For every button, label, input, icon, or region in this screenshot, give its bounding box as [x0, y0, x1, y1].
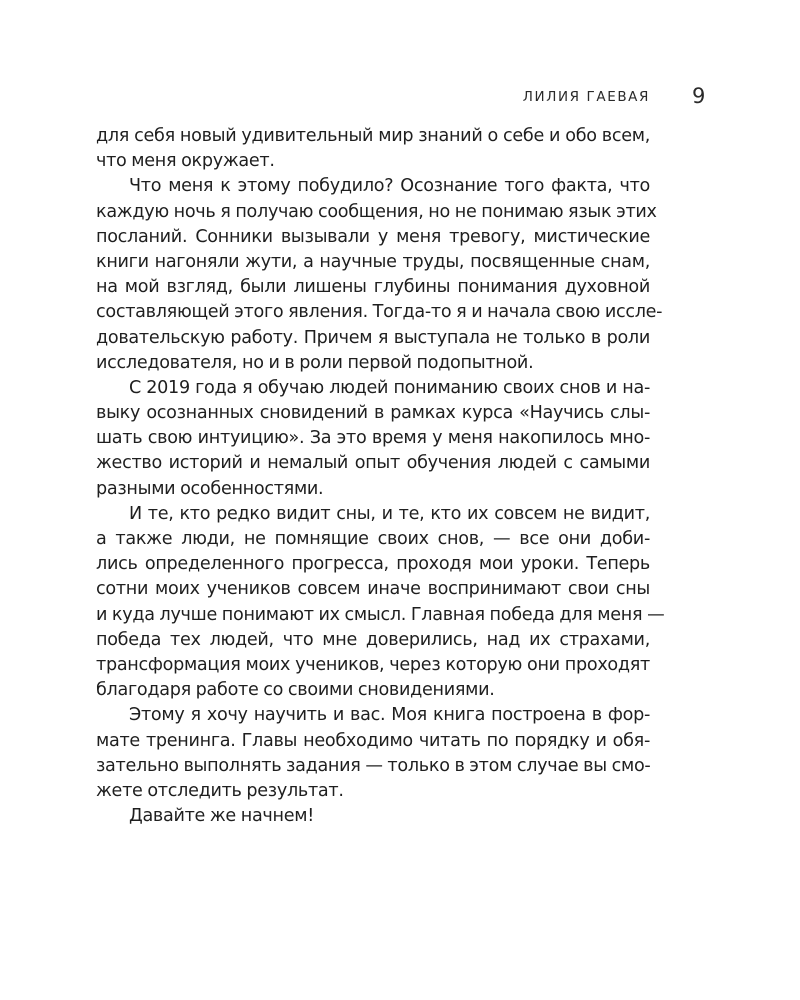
running-head-author: ЛИЛИЯ ГАЕВАЯ — [522, 89, 650, 105]
text-line: и куда лучше понимают их смысл. Главная победа для меня — — [96, 604, 665, 625]
text-line: что меня окружает. — [96, 151, 275, 172]
text-line: довательскую работу. Причем я выступала не только в роли — [96, 327, 650, 348]
text-line: жете отследить результат. — [96, 780, 344, 801]
text-line: для себя новый удивительный мир знаний о себе и обо всем, — [96, 126, 650, 146]
text-line: Давайте же начнем! — [129, 806, 314, 827]
text-line: разными особенностями. — [96, 478, 324, 499]
text-line: мате тренинга. Главы необходимо читать по порядку и обя- — [96, 730, 650, 751]
body-text — [96, 124, 665, 829]
text-line: лись определенного прогресса, проходя мои уроки. Теперь — [96, 554, 650, 575]
text-line: каждую ночь я получаю сообщения, но не понимаю язык этих — [96, 201, 657, 222]
text-line: составляющей этого явления. Тогда-то я и начала свою иссле- — [96, 302, 663, 323]
text-line: выку осознанных сновидений в рамках курса «Научись слы- — [96, 403, 650, 424]
page-number: 9 — [692, 84, 706, 108]
text-line: жество историй и немалый опыт обучения людей с самыми — [96, 453, 650, 474]
text-line: а также люди, не помнящие своих снов, — все они доби- — [96, 529, 650, 549]
text-line: книги нагоняли жути, а научные труды, посвященные снам, — [96, 251, 650, 272]
text-line: исследователя, но и в роли первой подопытной. — [96, 352, 534, 373]
text-line: И те, кто редко видит сны, и те, кто их совсем не видит, — [129, 503, 650, 524]
text-line: на мой взгляд, были лишены глубины понимания духовной — [96, 277, 650, 298]
text-line: Этому я хочу научить и вас. Моя книга построена в фор- — [129, 705, 650, 726]
text-line: С 2019 года я обучаю людей пониманию своих снов и на- — [129, 377, 650, 398]
text-line: трансформация моих учеников, через которую они проходят — [96, 654, 650, 675]
text-line: посланий. Сонники вызывали у меня тревогу, мистические — [96, 226, 650, 247]
text-line: шать свою интуицию». За это время у меня накопилось мно- — [96, 428, 650, 449]
text-line: Что меня к этому побудило? Осознание того факта, что — [129, 176, 650, 197]
text-line: благодаря работе со своими сновидениями. — [96, 680, 495, 701]
text-line: зательно выполнять задания — только в этом случае вы смо- — [96, 755, 651, 776]
text-line: победа тех людей, что мне доверились, над их страхами, — [96, 629, 650, 650]
text-line: сотни моих учеников совсем иначе воспринимают свои сны — [96, 579, 650, 600]
